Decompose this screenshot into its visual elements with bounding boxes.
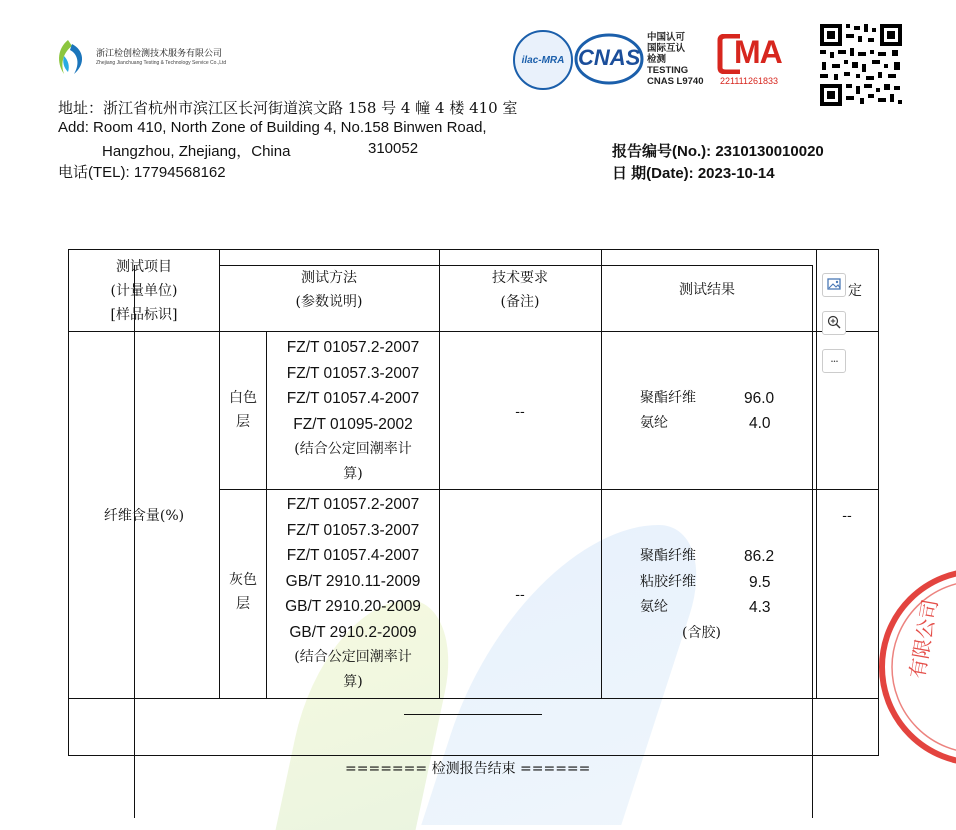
method-note: 算) bbox=[343, 674, 363, 690]
methods-grey bbox=[267, 492, 439, 695]
address-cn: 地址：浙江省杭州市滨江区长河街道滨文路 158 号 4 幢 4 楼 410 室 bbox=[58, 99, 518, 117]
table-border bbox=[812, 265, 813, 818]
header-item bbox=[70, 255, 218, 327]
cnas-details bbox=[647, 32, 704, 87]
result-value: 4.3 bbox=[749, 599, 771, 616]
ilac-mra-logo bbox=[513, 30, 573, 90]
results-white bbox=[640, 386, 790, 436]
layer-name-white bbox=[220, 386, 266, 434]
table-border bbox=[68, 331, 878, 332]
table-border bbox=[68, 249, 878, 250]
header-method bbox=[220, 266, 438, 314]
cnas-logo bbox=[574, 32, 644, 86]
image-tool-button[interactable] bbox=[822, 273, 846, 297]
result-fiber: 聚酯纤维 bbox=[640, 548, 696, 564]
cma-text: MA bbox=[734, 34, 782, 70]
table-border bbox=[134, 265, 135, 818]
result-row bbox=[640, 544, 800, 570]
cnas-text: CNAS bbox=[578, 45, 641, 70]
method-code: FZ/T 01057.2-2007 bbox=[286, 339, 420, 356]
table-border bbox=[439, 249, 440, 699]
method-code: FZ/T 01095-2002 bbox=[293, 415, 413, 433]
telephone: 电话(TEL): 17794568162 bbox=[58, 164, 226, 181]
layer-name-line-1: 白色 bbox=[229, 390, 257, 406]
header-item-line-1: 测试项目 bbox=[116, 259, 172, 275]
address-postcode: 310052 bbox=[368, 140, 419, 157]
method-code: FZ/T 01057.2-2007 bbox=[286, 496, 420, 513]
image-icon bbox=[827, 277, 841, 294]
result-row bbox=[640, 570, 800, 596]
method-note: (结合公定回潮率计 bbox=[294, 649, 412, 665]
table-border bbox=[219, 249, 220, 699]
layer-name-line-2: 层 bbox=[236, 414, 250, 430]
layer-name-line-1: 灰色 bbox=[229, 572, 257, 588]
company-seal bbox=[874, 562, 956, 772]
cnas-line-4: TESTING bbox=[647, 65, 689, 76]
judgement-value: -- bbox=[842, 508, 852, 524]
address-en-line-1: Add: Room 410, North Zone of Building 4, No.158 Binwen Road, bbox=[58, 119, 487, 136]
result-value: 9.5 bbox=[749, 573, 771, 591]
qr-code bbox=[818, 22, 904, 108]
header-item-line-2: (计量单位) bbox=[110, 283, 178, 299]
header-judgement: 定 bbox=[848, 283, 862, 299]
result-value: 4.0 bbox=[749, 415, 771, 432]
method-code: GB/T 2910.11-2009 bbox=[285, 572, 421, 590]
method-note: (结合公定回潮率计 bbox=[294, 441, 412, 457]
more-icon: ··· bbox=[830, 354, 838, 368]
result-row bbox=[640, 386, 790, 411]
layer-name-grey bbox=[220, 568, 266, 616]
results-grey bbox=[640, 544, 800, 646]
methods-white bbox=[267, 335, 439, 487]
table-border bbox=[219, 489, 878, 490]
cnas-line-2: 国际互认 bbox=[647, 43, 686, 54]
requirement-grey: -- bbox=[515, 587, 525, 603]
result-fiber: 氨纶 bbox=[640, 415, 668, 431]
result-value: 86.2 bbox=[744, 548, 775, 565]
header-req-line-2: (备注) bbox=[500, 294, 540, 310]
report-number: 报告编号(No.): 2310130010020 bbox=[612, 143, 824, 160]
requirement-white: -- bbox=[515, 404, 525, 420]
cnas-line-3: 检测 bbox=[647, 54, 667, 65]
result-note: (含胶) bbox=[682, 624, 721, 641]
header-method-line-2: (参数说明) bbox=[295, 294, 363, 310]
header-item-line-3: [样品标识] bbox=[110, 307, 178, 323]
result-fiber: 粘胶纤维 bbox=[640, 573, 696, 590]
zoom-in-icon bbox=[827, 315, 841, 332]
method-code: GB/T 2910.2-2009 bbox=[289, 623, 417, 641]
method-note: 算) bbox=[343, 466, 363, 482]
header-result: 测试结果 bbox=[679, 282, 735, 298]
result-fiber: 氨纶 bbox=[640, 599, 668, 615]
method-code: GB/T 2910.20-2009 bbox=[285, 598, 421, 615]
empty-row-dash bbox=[404, 714, 542, 715]
method-code: FZ/T 01057.4-2007 bbox=[286, 390, 420, 407]
method-code: FZ/T 01057.3-2007 bbox=[286, 521, 420, 539]
ilac-mra-text: ilac-MRA bbox=[521, 54, 565, 66]
result-row bbox=[640, 411, 790, 436]
zoom-in-button[interactable] bbox=[822, 311, 846, 335]
more-options-button[interactable] bbox=[822, 349, 846, 373]
table-border bbox=[601, 249, 602, 699]
result-fiber: 聚酯纤维 bbox=[640, 390, 696, 406]
cma-logo bbox=[716, 34, 790, 74]
seal-text: 有限公司 bbox=[904, 597, 943, 681]
company-name-cn: 浙江检创检测技术服务有限公司 bbox=[96, 48, 223, 58]
method-code: FZ/T 01057.3-2007 bbox=[286, 364, 420, 382]
table-border bbox=[68, 755, 878, 756]
header-method-line-1: 测试方法 bbox=[301, 270, 357, 286]
table-border bbox=[68, 698, 878, 699]
result-row bbox=[640, 595, 800, 621]
result-value: 96.0 bbox=[744, 390, 775, 407]
address-en-line-2: Hangzhou, Zhejiang，China bbox=[102, 143, 291, 160]
cnas-line-1: 中国认可 bbox=[647, 32, 686, 43]
table-border bbox=[816, 249, 817, 699]
method-code: FZ/T 01057.4-2007 bbox=[286, 547, 420, 564]
header-requirement bbox=[440, 266, 600, 314]
company-name-en: Zhejiang Jianchuang Testing & Technology Service Co.,Ltd bbox=[96, 60, 227, 66]
header-req-line-1: 技术要求 bbox=[492, 270, 548, 286]
table-border bbox=[68, 249, 69, 756]
company-logo bbox=[54, 38, 90, 76]
cma-number: 221111261833 bbox=[720, 76, 779, 86]
report-end-text: ======= 检测报告结束 ====== bbox=[345, 761, 591, 777]
row-label-fiber-content: 纤维含量(%) bbox=[103, 508, 185, 524]
report-date: 日 期(Date): 2023-10-14 bbox=[612, 165, 775, 182]
cnas-line-5: CNAS L9740 bbox=[647, 76, 704, 87]
layer-name-line-2: 层 bbox=[236, 596, 250, 612]
